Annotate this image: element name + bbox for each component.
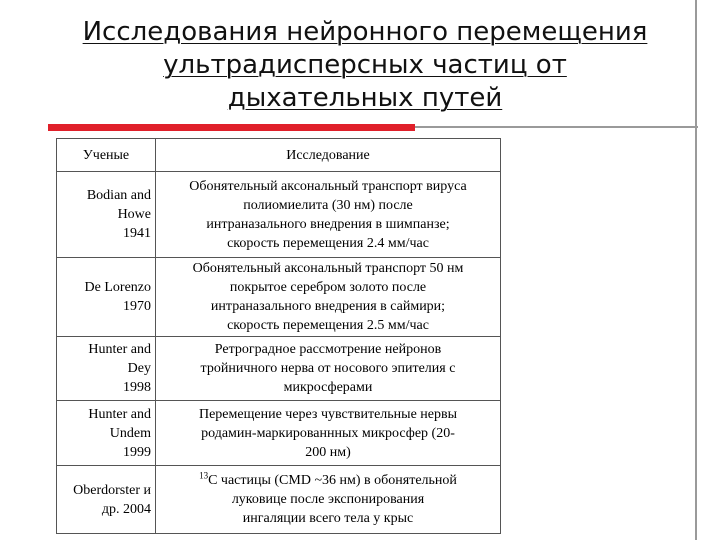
scientist-line: 1941 — [123, 226, 151, 241]
scientist-line: 1970 — [123, 299, 151, 314]
scientist-cell — [57, 172, 156, 258]
study-cell — [156, 337, 501, 401]
study-cell — [156, 172, 501, 258]
header-research: Исследование — [156, 139, 501, 172]
study-line: тройничного нерва от носового эпителия с — [200, 361, 456, 376]
research-table — [56, 138, 501, 534]
title-line-1: Исследования нейронного перемещения — [82, 17, 648, 47]
header-scientists: Ученые — [57, 139, 156, 172]
study-line: Ретроградное рассмотрение нейронов — [214, 342, 442, 357]
scientist-line: Undem — [109, 425, 151, 441]
study-line: интраназального внедрения в саймири; — [210, 299, 446, 314]
title-line-2: ультрадисперсных частиц от — [163, 50, 567, 80]
study-line: скорость перемещения 2.5 мм/час — [227, 318, 429, 333]
study-line-text: C частицы (CMD ~36 нм) в обонятельной — [208, 473, 457, 488]
scientist-line: Hunter and — [88, 406, 151, 422]
table-row — [57, 258, 501, 337]
title-line-3: дыхательных путей — [227, 83, 503, 113]
study-line: микросферами — [283, 380, 373, 395]
study-line: Обонятельный аксональный транспорт 50 нм — [192, 261, 464, 276]
study-cell — [156, 401, 501, 466]
study-line: ингаляции всего тела у крыс — [242, 511, 414, 526]
study-line: полиомиелита (30 нм) после — [243, 197, 413, 213]
divider-line — [415, 126, 698, 128]
scientist-cell — [57, 258, 156, 337]
study-line: Перемещение через чувствительные нервы — [198, 406, 457, 422]
slide-title — [40, 16, 690, 115]
table-row — [57, 401, 501, 466]
scientist-cell — [57, 401, 156, 466]
right-border-line — [695, 0, 697, 540]
scientist-cell — [57, 466, 156, 534]
isotope-superscript: 13 — [199, 470, 209, 481]
table-header-row — [57, 139, 501, 172]
scientist-line: 1998 — [123, 380, 151, 395]
study-cell — [156, 258, 501, 337]
study-line: родамин-маркированнных микросфер (20- — [201, 425, 455, 441]
scientist-line: Bodian and — [86, 188, 151, 203]
scientist-line: 1999 — [123, 444, 151, 460]
scientist-cell — [57, 337, 156, 401]
scientist-line: Howe — [117, 207, 151, 222]
accent-bar — [48, 124, 415, 131]
study-cell — [156, 466, 501, 534]
study-line: скорость перемещения 2.4 мм/час — [227, 235, 429, 251]
study-line: 200 нм) — [305, 444, 351, 460]
table-row — [57, 337, 501, 401]
study-line: Обонятельный аксональный транспорт вируса — [189, 178, 467, 194]
scientist-line: др. 2004 — [101, 501, 151, 517]
study-line — [160, 471, 496, 490]
scientist-line: Oberdorster и — [73, 482, 151, 498]
study-line: луковице после экспонирования — [231, 492, 425, 507]
study-line: интраназального внедрения в шимпанзе; — [206, 216, 450, 232]
scientist-line: Hunter and — [88, 342, 151, 357]
table-row — [57, 172, 501, 258]
scientist-line: De Lorenzo — [84, 280, 151, 295]
scientist-line: Dey — [127, 361, 151, 376]
table-row — [57, 466, 501, 534]
study-line: покрытое серебром золото после — [229, 280, 427, 295]
